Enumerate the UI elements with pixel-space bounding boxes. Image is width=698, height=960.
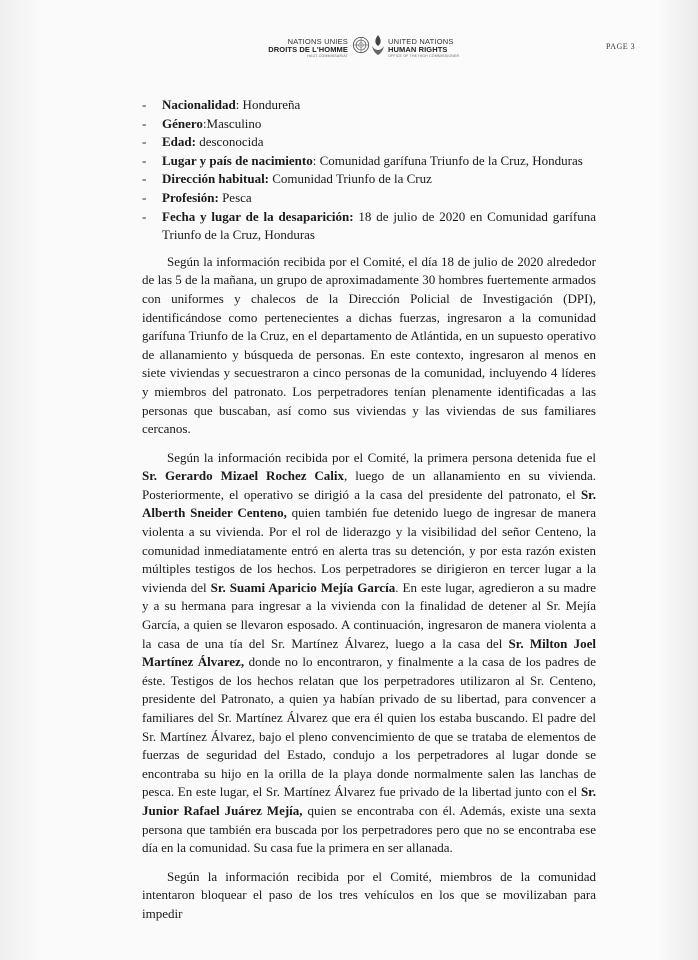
en-line1: UNITED NATIONS <box>388 37 454 46</box>
fr-line2: DROITS DE L'HOMME <box>268 44 348 54</box>
victim-attributes-list <box>142 96 596 245</box>
attribute-item: - Género:Masculino <box>142 115 262 131</box>
ohchr-english-wordmark <box>388 38 508 59</box>
attribute-label: Fecha y lugar de la desaparición: <box>162 208 354 224</box>
paragraph-1: Según la información recibida por el Comité, el día 18 de julio de 2020 alrededor de las 5 de la mañana, un grupo de aproximadamente 30 hombres fuertemente armados con uniformes y chalecos de la Dirección Policial de Investigación (DPI), identificándose como pertenecientes a dichas fuerzas, ingresaron a la comunidad garífuna Triunfo de la Cruz, en el departamento de Atlántida, en un supuesto operativo de allanamiento y búsqueda de personas. En este contexto, ingresaron al menos en siete viviendas y secuestraron a cinco personas de la comunidad, incluyendo 4 líderes y miembros del patronato. Los perpetradores tenían plenamente identificadas a las personas que buscaban, así como sus viviendas y las viviendas de sus familiares cercanos. <box>142 253 596 437</box>
attribute-label: Nacionalidad <box>162 97 236 112</box>
attribute-value: :Masculino <box>202 115 262 131</box>
page-number: PAGE 3 <box>606 42 636 51</box>
attribute-item: - Profesión: Pesca <box>142 189 252 205</box>
paragraph-2: Según la información recibida por el Comité, la primera persona detenida fue el Sr. Gerardo Mizael Rochez Calix, luego de un allanamiento en su vivienda. Posteriormente, el operativo se dirigió a la casa del presidente del patronato, el Sr. Alberth Sneider Centeno, quien también fue detenido luego de ingresar de manera violenta a su vivienda. Por el rol de liderazgo y la visibilidad del señor Centeno, la comunidad inmediatamente entró en alerta tras su detención, y por esta razón existen múltiples testigos de los hechos. Los perpetradores se dirigieron en tercer lugar a la vivienda del Sr. Suami Aparicio Mejía García. En este lugar, agredieron a su madre y a su hermana para ingresar a la vivienda con la finalidad de detener al Sr. Mejía García, a quien se llevaron esposado. A continuación, ingresaron de manera violenta a la casa de una tía del Sr. Martínez Álvarez, luego a la casa del Sr. Milton Joel Martínez Álvarez, donde no lo encontraron, y finalmente a la casa de los padres de éste. Testigos de los hechos relatan que los perpetradores utilizaron al Sr. Centeno, presidente del Patronato, a quien ya habían privado de su libertad, para convencer a familiares del Sr. Martínez Álvarez que era él quien los estaba buscando. El padre del Sr. Martínez Álvarez, bajo el pleno convencimiento de que se trataba de elementos de fuerzas de seguridad del Estado, condujo a los perpetradores al lugar donde se encontraba su hijo en la orilla de la playa donde normalmente salen las lanchas de pesca. En este lugar, el Sr. Martínez Álvarez fue privado de la libertad junto con el Sr. Junior Rafael Juárez Mejía, quien se encontraba con él. Además, existe una sexta persona que también era buscada por los perpetradores pero que no se encontraba ese día en la comunidad. Su casa fue la primera en ser allanada. <box>142 449 596 856</box>
document-body <box>142 96 596 934</box>
attribute-item: - Fecha y lugar de la desaparición: 18 de julio de 2020 en Comunidad garífuna Triunfo de la Cruz, Honduras <box>142 208 597 243</box>
attribute-item: - Lugar y país de nacimiento: Comunidad garífuna Triunfo de la Cruz, Honduras <box>142 152 583 168</box>
victim-name: Sr. Junior Rafael Juárez Mejía, <box>142 784 596 818</box>
attribute-value: 18 de julio de 2020 en Comunidad garífuna Triunfo de la Cruz, Honduras <box>162 208 597 243</box>
attribute-label: Dirección habitual: <box>162 171 270 187</box>
victim-name: Sr. Milton Joel Martínez Álvarez, <box>142 635 596 670</box>
attribute-label: Edad: <box>162 134 196 150</box>
human-rights-logo-icon <box>370 34 386 56</box>
attribute-value: : Comunidad garífuna Triunfo de la Cruz, Honduras <box>312 152 583 168</box>
victim-name: Sr. Alberth Sneider Centeno, <box>142 486 596 521</box>
page-header <box>0 30 698 70</box>
attribute-label: Profesión: <box>162 189 219 205</box>
attribute-label: Lugar y país de nacimiento <box>162 152 313 168</box>
en-line3: OFFICE OF THE HIGH COMMISSIONER <box>388 54 460 58</box>
attribute-value: desconocida <box>195 134 264 150</box>
fr-line1: NATIONS UNIES <box>287 37 348 46</box>
fr-line3: HAUT-COMMISSARIAT <box>307 54 348 58</box>
victim-name: Sr. Suami Aparicio Mejía García <box>210 579 396 595</box>
attribute-item: - Nacionalidad: Hondureña <box>142 97 301 112</box>
paragraph-3: Según la información recibida por el Comité, miembros de la comunidad intentaron bloquear el paso de los tres vehículos en los que se movilizaban para impedir <box>142 868 596 921</box>
attribute-value: : Hondureña <box>235 97 301 112</box>
attribute-label: Género <box>162 115 203 131</box>
attribute-value: Comunidad Triunfo de la Cruz <box>269 171 432 187</box>
un-emblem-icon <box>352 36 370 54</box>
en-line2: HUMAN RIGHTS <box>388 44 448 54</box>
victim-name: Sr. Gerardo Mizael Rochez Calix <box>142 468 345 484</box>
attribute-value: Pesca <box>218 189 252 205</box>
ohchr-french-wordmark <box>240 38 348 59</box>
attribute-item: - Dirección habitual: Comunidad Triunfo de la Cruz <box>142 171 432 187</box>
attribute-item: - Edad: desconocida <box>142 134 264 150</box>
